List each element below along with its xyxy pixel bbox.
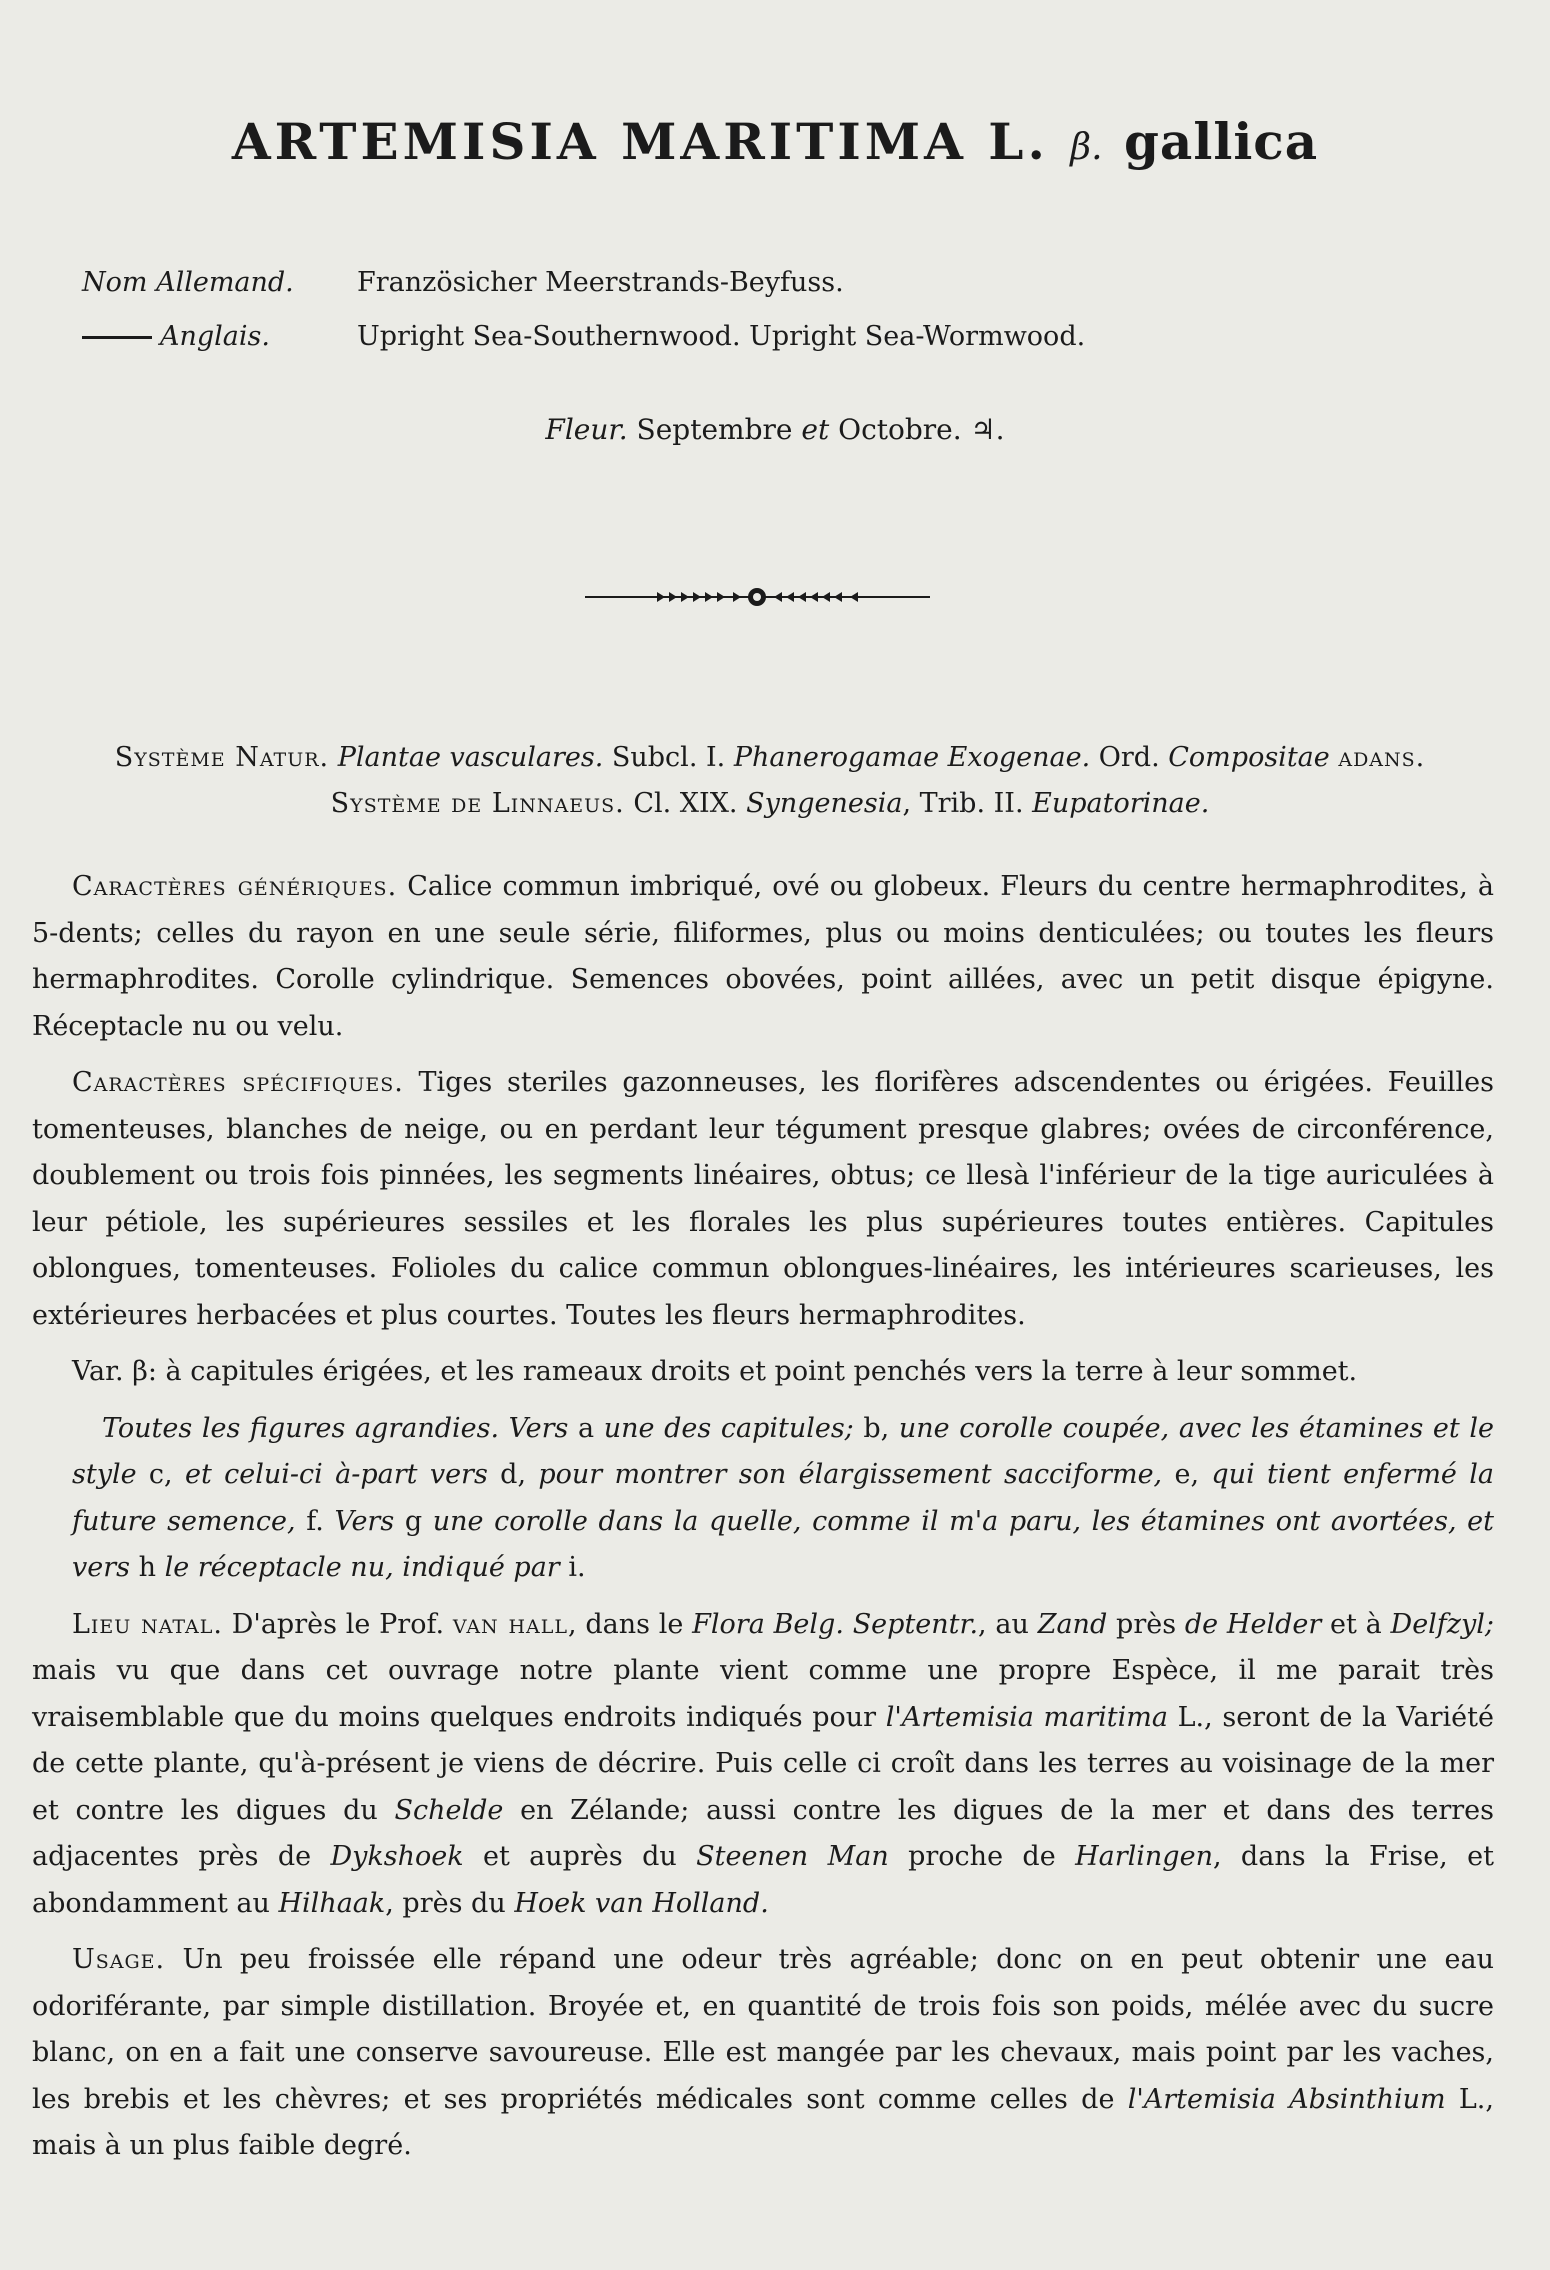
book-title: Flora Belg. Septentr. [692, 1608, 979, 1640]
description-body [32, 864, 1494, 2180]
place-name: Hoek van Holland. [514, 1887, 769, 1919]
fig-letter: f. [306, 1505, 324, 1537]
section-text: , dans la Frise, et abondamment au [32, 1841, 1494, 1919]
fig-letter: c, [148, 1459, 173, 1490]
place-name: Delfzyl; [1390, 1608, 1495, 1640]
common-name-row [82, 309, 1085, 363]
section-text: à capitules érigées, et les rameaux droits et point penchés vers la terre à leur sommet. [165, 1356, 1358, 1387]
section-text: L., mais à un plus faible degré. [32, 2083, 1494, 2161]
perennial-symbol: ♃. [970, 413, 1005, 446]
common-name-label: Nom Allemand. [82, 266, 294, 298]
fig-letter: a [578, 1412, 595, 1444]
common-names [82, 255, 1085, 363]
usage [32, 1937, 1494, 2170]
section-label: Lieu natal. [72, 1608, 223, 1640]
figure-explanation [32, 1406, 1494, 1592]
section-text: , dans le [567, 1608, 684, 1640]
generic-characters [32, 864, 1494, 1050]
place-name: Dykshoek [330, 1841, 464, 1872]
ditto-dash [82, 336, 152, 339]
common-name-row [82, 255, 1085, 309]
flowering-line [0, 413, 1550, 446]
section-text: Un peu froissée elle répand une odeur très agréable; donc on en peut obtenir une eau odoriférante, par simple distillation. Broyée et, en quantité de trois fois son poids, mélée avec du sucre blanc, on en a fait une conserve savoureuse. Elle est mangée par les chevaux, mais point par les vaches, les brebis et les chèvres; et ses propriétés médicales sont comme celles de [32, 1944, 1494, 2115]
common-name-label: Anglais. [160, 320, 270, 352]
classification [45, 735, 1495, 827]
classification-text: Plantae vasculares. [337, 742, 604, 773]
place-name: Zand [1037, 1608, 1108, 1640]
flowering-month-1: Septembre [636, 413, 793, 446]
section-text: , près du [385, 1887, 506, 1919]
fig-text: qui tient enfermé la future semence, [72, 1459, 1494, 1537]
section-text: mais vu que dans cet ouvrage notre plante vient comme une propre Espèce, il me parait très vraisemblable que du moins quelques endroits indiqués pour [32, 1655, 1494, 1733]
fig-text: une corolle coupée, avec les étamines et le style [72, 1412, 1494, 1490]
author-name: van hall [452, 1608, 568, 1640]
place-name: Hilhaak [278, 1887, 386, 1919]
place-name: Schelde [394, 1794, 504, 1826]
section-label: Caractères génériques. [72, 871, 398, 902]
classification-text: Ord. [1098, 742, 1160, 773]
section-text: D'après le Prof. [231, 1608, 445, 1640]
section-text: , au [978, 1608, 1029, 1640]
fig-letter: h [138, 1552, 156, 1583]
ornament-divider-icon [585, 585, 930, 609]
specific-characters [32, 1060, 1494, 1339]
flowering-label: Fleur. [545, 413, 628, 446]
section-text: Calice commun imbriqué, ové ou globeux. Fleurs du centre hermaphrodites, à 5-dents; celles du rayon en une seule série, filiformes, plus ou moins denticulées; ou toutes les fleurs hermaphrodites. Corolle cylindrique. Semences obovées, point aillées, avec un petit disque épigyne. Réceptacle nu ou velu. [32, 871, 1494, 1042]
common-name-label-wrap [82, 321, 357, 352]
fig-text: Toutes les figures agrandies. Vers [102, 1412, 569, 1444]
variety-note [32, 1349, 1494, 1396]
place-name: de Helder [1184, 1608, 1322, 1640]
native-habitat [32, 1602, 1494, 1928]
common-name-value: Upright Sea-Southernwood. Upright Sea-Wormwood. [357, 320, 1086, 352]
fig-letter: b, [863, 1412, 890, 1444]
species-name: l'Artemisia maritima [885, 1701, 1168, 1733]
fig-letter: e, [1174, 1459, 1200, 1490]
fig-text: le réceptacle nu, indiqué par [164, 1552, 560, 1583]
fig-letter: g [404, 1505, 423, 1537]
flowering-et: et [801, 413, 830, 446]
classification-text: Compositae [1168, 742, 1330, 773]
section-text: près [1116, 1608, 1177, 1640]
place-name: Steenen Man [696, 1841, 889, 1872]
place-name: Harlingen [1075, 1841, 1213, 1872]
fig-letter: i. [568, 1552, 586, 1583]
title-main: ARTEMISIA MARITIMA L. [231, 112, 1049, 171]
classification-text: Cl. XIX. [633, 788, 738, 819]
classification-label: Système Natur. [114, 742, 330, 773]
section-text: et auprès du [482, 1841, 677, 1872]
section-text: en Zélande; aussi contre les digues de la mer et dans des terres adjacentes près de [32, 1794, 1494, 1872]
section-text: L., seront de la Variété de cette plante, qu'à-présent je viens de décrire. Puis celle ci croît dans les terres au voisinage de la mer et contre les digues du [32, 1701, 1494, 1826]
fig-text: et celui-ci à-part vers [184, 1459, 488, 1490]
fig-text: une corolle dans la quelle, comme il m'a paru, les étamines ont avortées, et vers [72, 1505, 1494, 1583]
title-variety: gallica [1123, 112, 1319, 171]
flowering-month-2: Octobre. [838, 413, 962, 446]
section-text: Tiges steriles gazonneuses, les florifères adscendentes ou érigées. Feuilles tomenteuses, blanches de neige, ou en perdant leur tégument presque glabres; ovées de circonférence, doublement ou trois fois pinnées, les segments linéaires, obtus; ce llesà l'inférieur de la tige auriculées à leur pétiole, les supérieures sessiles et les florales les plus supérieures toutes entières. Capitules oblongues, tomenteuses. Folioles du calice commun oblongues-linéaires, les intérieures scarieuses, les extérieures herbacées et plus courtes. Toutes les fleurs hermaphrodites. [32, 1067, 1494, 1331]
classification-label: Système de Linnaeus. [330, 788, 625, 819]
classification-natural [45, 735, 1495, 781]
title-beta: β. [1070, 127, 1103, 168]
fig-text: une des capitules; [603, 1412, 854, 1444]
section-label: Usage. [72, 1944, 166, 1975]
section-text: et à [1330, 1608, 1382, 1640]
section-text: proche de [908, 1841, 1056, 1872]
classification-linnaeus [45, 781, 1495, 827]
fig-letter: d, [500, 1459, 527, 1490]
species-name: l'Artemisia Absinthium [1127, 2083, 1446, 2115]
classification-text: Subcl. I. [611, 742, 726, 773]
section-label: Var. β: [72, 1356, 157, 1387]
classification-text: Syngenesia [746, 788, 903, 819]
classification-text: , Trib. II. [902, 788, 1024, 819]
section-label: Caractères spécifiques. [72, 1067, 404, 1098]
fig-text: pour montrer son élargissement sacciforme, [538, 1459, 1163, 1490]
common-name-value: Französicher Meerstrands-Beyfuss. [357, 266, 844, 298]
page-title [0, 112, 1550, 171]
classification-text: Phanerogamae Exogenae. [733, 742, 1091, 773]
classification-author: adans. [1338, 742, 1426, 773]
classification-text: Eupatorinae. [1032, 788, 1210, 819]
fig-text: Vers [334, 1505, 395, 1537]
